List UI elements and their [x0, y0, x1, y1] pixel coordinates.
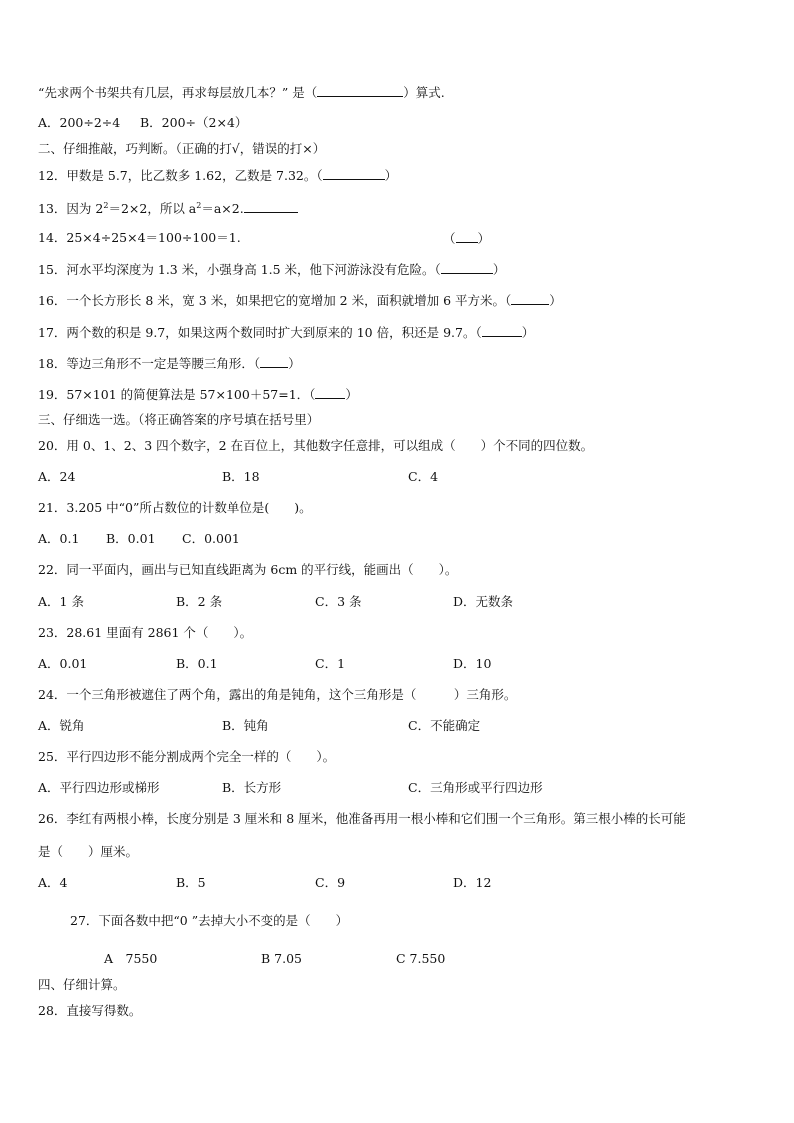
question-19: 19．57×101 的简便算法是 57×100＋57=1．（ ）	[38, 387, 358, 402]
question-17: 17．两个数的积是 9.7，如果这两个数同时扩大到原来的 10 倍，积还是 9.7。（ ）	[38, 325, 535, 340]
option-a: A．200÷2÷4	[38, 115, 121, 130]
section-4-title: 四、仔细计算。	[38, 977, 126, 992]
option-a: A．0.01	[38, 656, 88, 671]
question-15: 15．河水平均深度为 1.3 米，小强身高 1.5 米，他下河游泳没有危险。（ ）	[38, 262, 506, 277]
question-25: 25．平行四边形不能分割成两个完全一样的（ ）。	[38, 749, 336, 764]
section-2-title: 二、仔细推敲，巧判断。（正确的打√，错误的打×）	[38, 141, 326, 156]
answer-blank[interactable]	[323, 167, 385, 180]
answer-blank[interactable]	[456, 230, 478, 243]
option-d: D．无数条	[453, 594, 514, 609]
answer-blank[interactable]	[511, 292, 549, 305]
question-18: 18．等边三角形不一定是等腰三角形．（ ）	[38, 356, 301, 371]
option-b: B．长方形	[222, 780, 282, 795]
option-d: D．12	[453, 875, 492, 890]
option-a: A．1 条	[38, 594, 84, 609]
option-c: C．三角形或平行四边形	[408, 780, 543, 795]
answer-blank[interactable]	[244, 200, 298, 213]
option-c: C．3 条	[315, 594, 362, 609]
question-28: 28．直接写得数。	[38, 1003, 142, 1018]
answer-blank[interactable]	[317, 84, 403, 97]
section-3-title: 三、仔细选一选。（将正确答案的序号填在括号里）	[38, 412, 320, 427]
option-a: A 7550	[104, 951, 158, 966]
option-a: A．平行四边形或梯形	[38, 780, 160, 795]
question-14: 14．25×4÷25×4＝100÷100＝1. （ ）	[38, 230, 491, 246]
option-b: B 7.05	[261, 951, 302, 966]
option-a: A．4	[38, 875, 68, 890]
question-23: 23．28.61 里面有 2861 个（ ）。	[38, 625, 253, 640]
option-b: B．200÷（2×4）	[140, 115, 248, 130]
question-16: 16．一个长方形长 8 米，宽 3 米，如果把它的宽增加 2 米，面积就增加 6 平方米。（ ）	[38, 293, 562, 308]
option-c: C．4	[408, 469, 439, 484]
question-26-continued: 是（ ）厘米。	[38, 844, 139, 859]
question-24: 24．一个三角形被遮住了两个角，露出的角是钝角，这个三角形是（ ）三角形。	[38, 687, 517, 702]
answer-blank[interactable]	[260, 355, 288, 368]
question-12: 12．甲数是 5.7，比乙数多 1.62，乙数是 7.32。（ ）	[38, 168, 398, 183]
option-c: C．0.001	[182, 531, 240, 546]
option-d: D．10	[453, 656, 492, 671]
question-13: 13．因为 $2^2=2\times 2$，所以 $a^2=a\times 2$.	[38, 200, 764, 217]
question-26: 26．李红有两根小棒，长度分别是 3 厘米和 8 厘米，他准备再用一根小棒和它们围一个三角形。第三根小棒的长可能	[38, 811, 686, 826]
question-22: 22．同一平面内，画出与已知直线距离为 6cm 的平行线，能画出（ ）。	[38, 562, 458, 577]
question-27: 27．下面各数中把“0 ”去掉大小不变的是（ ）	[70, 913, 349, 928]
option-b: B．18	[222, 469, 260, 484]
option-b: B．2 条	[176, 594, 223, 609]
answer-blank[interactable]	[315, 386, 345, 399]
option-a: A．24	[38, 469, 76, 484]
option-b: B．0.1	[176, 656, 218, 671]
option-a: A．0.1	[38, 531, 80, 546]
intro-question: “先求两个书架共有几层，再求每层放几本？” 是（ ）算式.	[38, 85, 445, 100]
question-20: 20．用 0、1、2、3 四个数字，2 在百位上，其他数字任意排，可以组成（ ）个不同的四位数。	[38, 438, 594, 453]
option-b: B．0.01	[106, 531, 156, 546]
answer-blank[interactable]	[482, 324, 522, 337]
option-a: A．锐角	[38, 718, 85, 733]
answer-blank[interactable]	[441, 261, 493, 274]
option-b: B．钝角	[222, 718, 269, 733]
option-b: B．5	[176, 875, 206, 890]
question-21: 21．3.205 中“0”所占数位的计数单位是( )。	[38, 500, 312, 515]
option-c: C 7.550	[396, 951, 446, 966]
option-c: C．1	[315, 656, 346, 671]
option-c: C．9	[315, 875, 346, 890]
option-c: C．不能确定	[408, 718, 481, 733]
